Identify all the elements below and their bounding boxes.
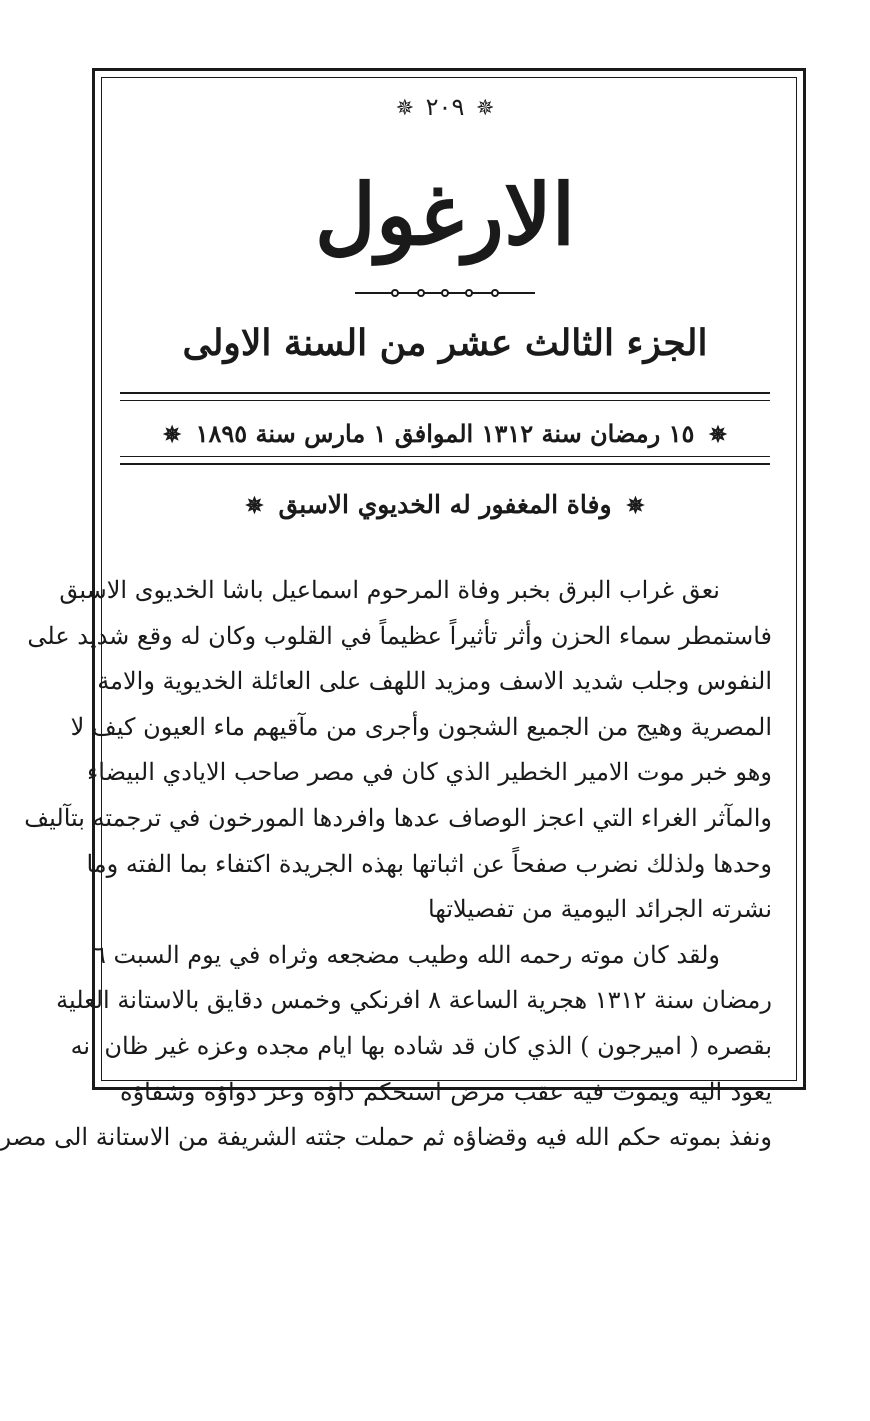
article-line: فاستمطر سماء الحزن وأثر تأثيراً عظيماً في القلوب وكان له وقع شديد على <box>27 621 772 650</box>
star-ornament-icon: ✵ <box>626 493 645 519</box>
article-line: نعق غراب البرق بخبر وفاة المرحوم اسماعيل باشا الخديوى الاسبق <box>59 576 720 604</box>
article-line: وهو خبر موت الامير الخطير الذي كان في مصر صاحب الايادي البيضاء <box>87 758 772 787</box>
article-line: النفوس وجلب شديد الاسف ومزيد اللهف على العائلة الخديوية والامة <box>97 667 772 696</box>
masthead-title: الارغول <box>314 165 576 264</box>
article-line: يعود اليه ويموت فيه عقب مرض استحكم داؤه وعز دواؤه وشفاؤه <box>120 1077 772 1106</box>
star-ornament-icon: ✵ <box>245 493 264 519</box>
article-line: ولقد كان موته رحمه الله وطيب مضجعه وثراه في يوم السبت ٦ <box>92 940 720 969</box>
masthead-subtitle: الجزء الثالث عشر من السنة الاولى <box>182 322 708 364</box>
star-ornament-icon: ✵ <box>395 96 415 121</box>
bottom-rule <box>120 463 770 465</box>
issue-date-text: ١٥ رمضان سنة ١٣١٢ الموافق ١ مارس سنة ١٨٩٥ <box>195 419 695 448</box>
top-rule <box>120 392 770 394</box>
article-line: رمضان سنة ١٣١٢ هجرية الساعة ٨ افرنكي وخمس دقايق بالاستانة العلية <box>56 986 772 1015</box>
star-ornament-icon: ✵ <box>708 422 728 448</box>
star-ornament-icon: ✵ <box>475 96 495 121</box>
page-number: ٢٠٩ <box>425 93 465 121</box>
article-line: المصرية وهيج من الجميع الشجون وأجرى من مآقيهم ماء العيون كيف لا <box>70 712 772 741</box>
article-heading-text: وفاة المغفور له الخديوي الاسبق <box>278 490 612 519</box>
bottom-rule-thin <box>120 456 770 457</box>
title-divider-ornament <box>355 288 535 298</box>
article-line: والمآثر الغراء التي اعجز الوصاف عدها وافردها المورخون في ترجمته بتآليف <box>24 803 772 832</box>
issue-date-line <box>20 416 870 453</box>
article-line: نشرته الجرائد اليومية من تفصيلاتها <box>427 895 772 924</box>
article-line: بقصره ( اميرجون ) الذي كان قد شاده بها ايام مجده وعزه غير ظان انه <box>70 1031 772 1060</box>
article-heading <box>20 485 870 526</box>
article-line: ونفذ بموته حكم الله فيه وقضاؤه ثم حملت جثته الشريفة من الاستانة الى مصر <box>0 1123 772 1152</box>
top-rule-thin <box>120 400 770 401</box>
page-number-header <box>20 92 870 124</box>
article-body <box>0 568 772 1161</box>
star-ornament-icon: ✵ <box>162 422 182 448</box>
article-line: وحدها ولذلك نضرب صفحاً عن اثباتها بهذه الجريدة اكتفاء بما الفته وما <box>86 849 772 878</box>
